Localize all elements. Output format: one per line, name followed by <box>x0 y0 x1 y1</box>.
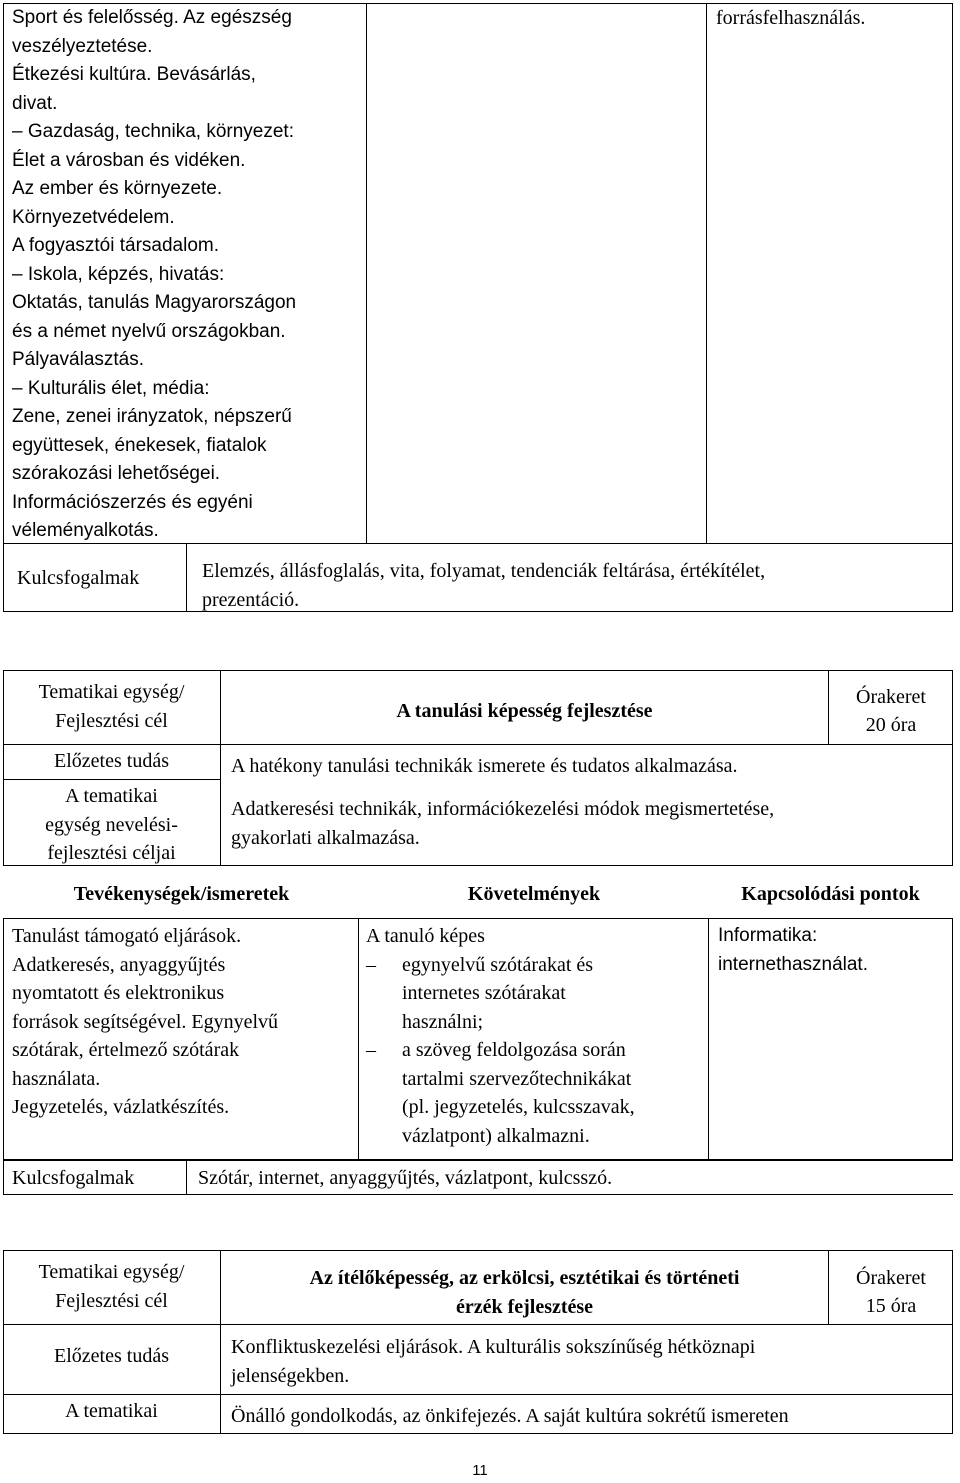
table3-hours-label: Órakeret <box>856 1267 926 1289</box>
key-text-line: Elemzés, állásfoglalás, vita, folyamat, tendenciák feltárása, értékítélet, <box>202 560 766 582</box>
unit-label-line: Fejlesztési cél <box>55 1289 168 1312</box>
link-line: internethasználat. <box>718 953 868 975</box>
table2-unit-label <box>3 678 220 735</box>
unit-label-line: Tematikai egység/ <box>38 1261 185 1283</box>
requirements-intro: A tanuló képes <box>366 925 485 947</box>
table2-hours-label: Órakeret <box>856 686 926 708</box>
unit-title-line: érzék fejlesztése <box>455 1295 594 1318</box>
goals-label-line: fejlesztési céljai <box>47 842 176 864</box>
topic-line: és a német nyelvű országokban. <box>12 320 286 342</box>
topic-line: Oktatás, tanulás Magyarországon <box>12 292 297 313</box>
activity-line: szótárak, értelmező szótárak <box>12 1039 240 1061</box>
table3-unit-title <box>221 1264 828 1321</box>
topic-line: Zene, zenei irányzatok, népszerű <box>12 406 292 427</box>
goals-line: gyakorlati alkalmazása. <box>231 826 420 849</box>
topic-line: – Iskola, képzés, hivatás: <box>12 263 225 285</box>
topic-line: szórakozási lehetőségei. <box>12 463 221 484</box>
table2-prior-label: Előzetes tudás <box>54 750 169 772</box>
table2-activities <box>12 922 278 1122</box>
table2-hours-value: 20 óra <box>865 714 917 736</box>
topic-line: – Gazdaság, technika, környezet: <box>12 121 294 142</box>
topic-line: – Kulturális élet, média: <box>12 377 210 399</box>
requirement-line: tartalmi szervezőtechnikákat <box>402 1067 632 1090</box>
key-text-line: prezentáció. <box>202 588 300 611</box>
topic-line: veszélyeztetése. <box>12 35 153 57</box>
activity-line: források segítségével. Egynyelvű <box>12 1010 279 1033</box>
table2-key-text: Szótár, internet, anyaggyűjtés, vázlatpont, kulcsszó. <box>198 1167 613 1189</box>
topic-line: Étkezési kultúra. Bevásárlás, <box>12 64 256 85</box>
table3-prior-label: Előzetes tudás <box>54 1345 169 1367</box>
activity-line: használata. <box>12 1067 101 1090</box>
activity-line: Jegyzetelés, vázlatkészítés. <box>12 1096 230 1118</box>
table2-requirements <box>366 922 706 1150</box>
table2-prior-text: A hatékony tanulási technikák ismerete és tudatos alkalmazása. <box>231 755 738 777</box>
goals-label-line: A tematikai <box>65 785 158 807</box>
table2-col-header-links: Kapcsolódási pontok <box>741 883 920 905</box>
table2-col-header-requirements: Követelmények <box>467 883 601 905</box>
page-number: 11 <box>472 1462 488 1479</box>
table2-col-header-activities: Tevékenységek/ismeretek <box>73 883 290 905</box>
activity-line: Tanulást támogató eljárások. <box>12 925 242 947</box>
table3-prior-text <box>231 1333 755 1390</box>
topic-line: véleményalkotás. <box>12 520 159 541</box>
table3-row-divider-1 <box>3 1324 953 1325</box>
table2-row-divider-1 <box>3 744 953 745</box>
table1-key-text <box>202 557 765 614</box>
topic-line: Információszerzés és egyéni <box>12 491 253 513</box>
unit-title-line: Az ítélőképesség, az erkölcsi, esztétikai és történeti <box>309 1267 740 1289</box>
prior-line: jelenségekben. <box>231 1364 350 1387</box>
dash-bullet: – <box>366 953 376 976</box>
requirement-line: egynyelvű szótárakat és <box>402 953 594 976</box>
table3-goals-label: A tematikai <box>65 1400 158 1422</box>
table3-hours-value: 15 óra <box>865 1295 917 1317</box>
requirement-line: a szöveg feldolgozása során <box>402 1039 626 1061</box>
topic-line: Sport és felelősség. Az egészség <box>12 7 292 28</box>
requirement-item-1 <box>366 951 706 1037</box>
topic-line: divat. <box>12 92 58 114</box>
requirement-item-2 <box>366 1036 706 1150</box>
topic-line: Élet a városban és vidéken. <box>12 149 246 171</box>
activity-line: nyomtatott és elektronikus <box>12 982 225 1004</box>
table2-links <box>718 922 868 979</box>
table2-goals-label <box>3 782 220 868</box>
table3-goals-text: Önálló gondolkodás, az önkifejezés. A saját kultúra sokrétű ismereten <box>231 1405 789 1427</box>
topic-line: A fogyasztói társadalom. <box>12 235 219 256</box>
table1-key-label: Kulcsfogalmak <box>17 567 140 589</box>
table3-row-divider-2 <box>3 1394 953 1395</box>
unit-label-line: Tematikai egység/ <box>38 681 185 703</box>
requirement-line: vázlatpont) alkalmazni. <box>402 1124 590 1147</box>
goals-label-line: egység nevelési- <box>45 813 178 836</box>
requirement-line: használni; <box>402 1010 484 1033</box>
table1-right-text: forrásfelhasználás. <box>716 7 866 29</box>
requirement-line: internetes szótárakat <box>402 982 566 1004</box>
topic-line: együttesek, énekesek, fiatalok <box>12 434 267 456</box>
table1-key-divider <box>186 543 187 612</box>
table1-col-divider-2 <box>706 3 707 543</box>
table3-unit-label <box>3 1258 220 1315</box>
unit-label-line: Fejlesztési cél <box>55 709 168 732</box>
link-line: Informatika: <box>718 925 818 946</box>
goals-line: Adatkeresési technikák, információkezelési módok megismertetése, <box>231 798 775 820</box>
table2-body-divider-1 <box>358 918 359 1160</box>
table2-key-label: Kulcsfogalmak <box>12 1167 135 1189</box>
table2-unit-title: A tanulási képesség fejlesztése <box>396 700 653 722</box>
topic-line: Pályaválasztás. <box>12 349 145 370</box>
activity-line: Adatkeresés, anyaggyűjtés <box>12 953 226 976</box>
topic-line: Környezetvédelem. <box>12 206 175 228</box>
requirement-line: (pl. jegyzetelés, kulcsszavak, <box>402 1096 635 1118</box>
table1-col-divider-1 <box>366 3 367 543</box>
table1-topic-list <box>12 4 362 546</box>
topic-line: Az ember és környezete. <box>12 178 223 199</box>
prior-line: Konfliktuskezelési eljárások. A kulturális sokszínűség hétköznapi <box>231 1336 756 1358</box>
table2-goals-text <box>231 795 774 852</box>
dash-bullet: – <box>366 1039 376 1061</box>
table2-body-divider-2 <box>708 918 709 1160</box>
table2-key-divider <box>186 1160 187 1195</box>
table2-row-divider-2 <box>3 779 221 780</box>
